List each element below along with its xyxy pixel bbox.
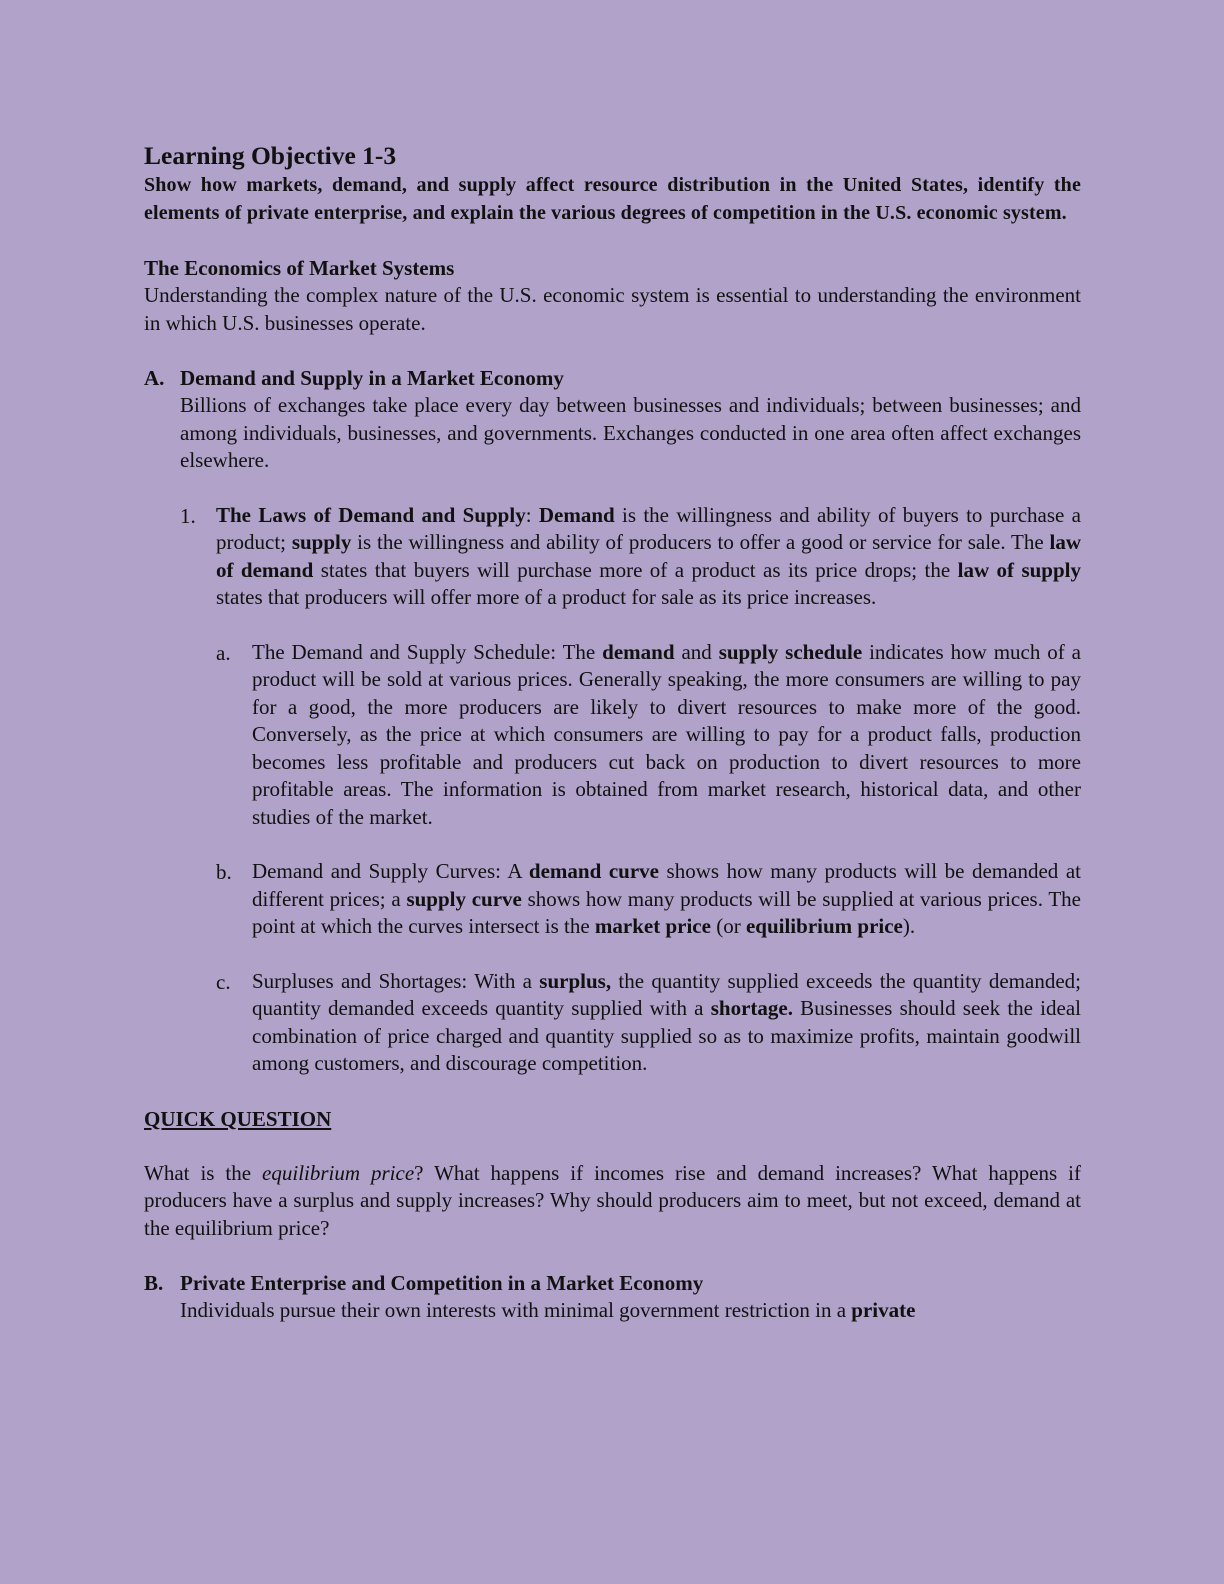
quick-question-heading: QUICK QUESTION xyxy=(144,1106,332,1131)
item-1-marker: 1. xyxy=(180,503,196,528)
term-supply-schedule: supply schedule xyxy=(718,639,863,664)
text-fragment: shows how many products will be supplied at various prices. The point at which the curves intersect is the xyxy=(252,886,1081,938)
item-1 xyxy=(180,502,1081,1078)
text-fragment: ). xyxy=(902,914,916,938)
item-b-marker: b. xyxy=(216,860,232,884)
item-a xyxy=(216,639,1081,832)
item-a-text xyxy=(252,639,1081,832)
text-fragment: is the willingness and ability of buyers to purchase a product; xyxy=(216,502,1081,554)
item-c xyxy=(216,968,1081,1078)
item-a-marker: a. xyxy=(216,640,231,665)
text-fragment: The Demand and Supply Schedule: The xyxy=(252,639,603,664)
item-c-text xyxy=(252,968,1081,1078)
section-b xyxy=(144,1269,1081,1325)
section-a-heading: Demand and Supply in a Market Economy xyxy=(180,366,564,390)
text-fragment: indicates how much of a product will be sold at various prices. Generally speaking, the more consumers are willing to pay for a good, the more producers are likely to divert resources to make more of the good. Conversely, as the price at which consumers are willing to pay for a product falls, production becomes less profitable and producers cut back on production to divert resources to more profitable areas. The information is obtained from market research, historical data, and other studies of the market. xyxy=(252,639,1081,829)
section-b-text xyxy=(180,1297,1081,1325)
term-equilibrium-price-italic: equilibrium price xyxy=(262,1160,415,1185)
text-fragment: ? What happens if incomes rise and demand increases? What happens if producers have a surplus and supply increases? Why should producers aim to meet, but not exceed, demand at the equilibrium price? xyxy=(144,1160,1081,1240)
page-title: Learning Objective 1-3 xyxy=(144,141,397,170)
text-fragment: Demand and Supply Curves: A xyxy=(252,859,529,883)
item-b xyxy=(216,858,1081,941)
term-market-price: market price xyxy=(594,914,711,938)
term-demand: demand xyxy=(602,639,675,664)
term-law-of-supply: law of supply xyxy=(957,557,1081,582)
text-fragment: Surpluses and Shortages: With a xyxy=(252,968,540,993)
quick-question-text xyxy=(144,1160,1081,1243)
text-fragment: shows how many products will be demanded at different prices; a xyxy=(252,859,1081,911)
text-fragment: Businesses should seek the ideal combination of price charged and quantity supplied so as to maximize profits, maintain goodwill among customers, and discourage competition. xyxy=(252,996,1081,1075)
section-a-marker: A. xyxy=(144,366,165,390)
term-surplus: surplus, xyxy=(539,968,612,993)
term-laws: The Laws of Demand and Supply xyxy=(216,502,526,527)
text-fragment: : xyxy=(525,502,539,527)
term-private: private xyxy=(851,1298,916,1322)
text-fragment: states that buyers will purchase more of a product as its price drops; the xyxy=(313,557,958,582)
text-fragment: What is the xyxy=(144,1160,263,1185)
term-equilibrium-price: equilibrium price xyxy=(745,914,903,938)
text-fragment: is the willingness and ability of producers to offer a good or service for sale. The xyxy=(351,530,1050,554)
section-a-text: Billions of exchanges take place every day between businesses and individuals; between businesses; and among individuals, businesses, and governments. Exchanges conducted in one area often affect exchanges elsewhere. xyxy=(180,393,1081,472)
section-b-heading: Private Enterprise and Competition in a Market Economy xyxy=(180,1271,704,1295)
term-supply-curve: supply curve xyxy=(406,886,522,911)
section-a xyxy=(144,364,1081,1078)
section-b-marker: B. xyxy=(144,1271,164,1295)
learning-objective-text: Show how markets, demand, and supply affect resource distribution in the United States, identify the elements of private enterprise, and explain the various degrees of competition in the U.S. economic system. xyxy=(144,174,1081,224)
text-fragment: and xyxy=(674,639,719,664)
text-fragment: (or xyxy=(710,914,746,938)
document-page xyxy=(144,140,1081,1325)
text-fragment: the quantity supplied exceeds the quantity demanded; quantity demanded exceeds quantity supplied with a xyxy=(252,968,1081,1020)
term-demand-curve: demand curve xyxy=(528,859,659,883)
term-shortage: shortage. xyxy=(710,996,793,1020)
term-supply: supply xyxy=(291,530,352,554)
term-demand: Demand xyxy=(538,502,615,527)
text-fragment: Individuals pursue their own interests with minimal government restriction in a xyxy=(180,1298,852,1322)
item-1-text xyxy=(216,502,1081,612)
text-fragment: states that producers will offer more of a product for sale as its price increases. xyxy=(216,585,877,609)
item-c-marker: c. xyxy=(216,969,231,994)
item-b-text xyxy=(252,858,1081,941)
economics-heading: The Economics of Market Systems xyxy=(144,256,455,280)
economics-text: Understanding the complex nature of the U.S. economic system is essential to understanding the environment in which U.S. businesses operate. xyxy=(144,283,1081,335)
term-law-of-demand: law of demand xyxy=(216,530,1082,582)
